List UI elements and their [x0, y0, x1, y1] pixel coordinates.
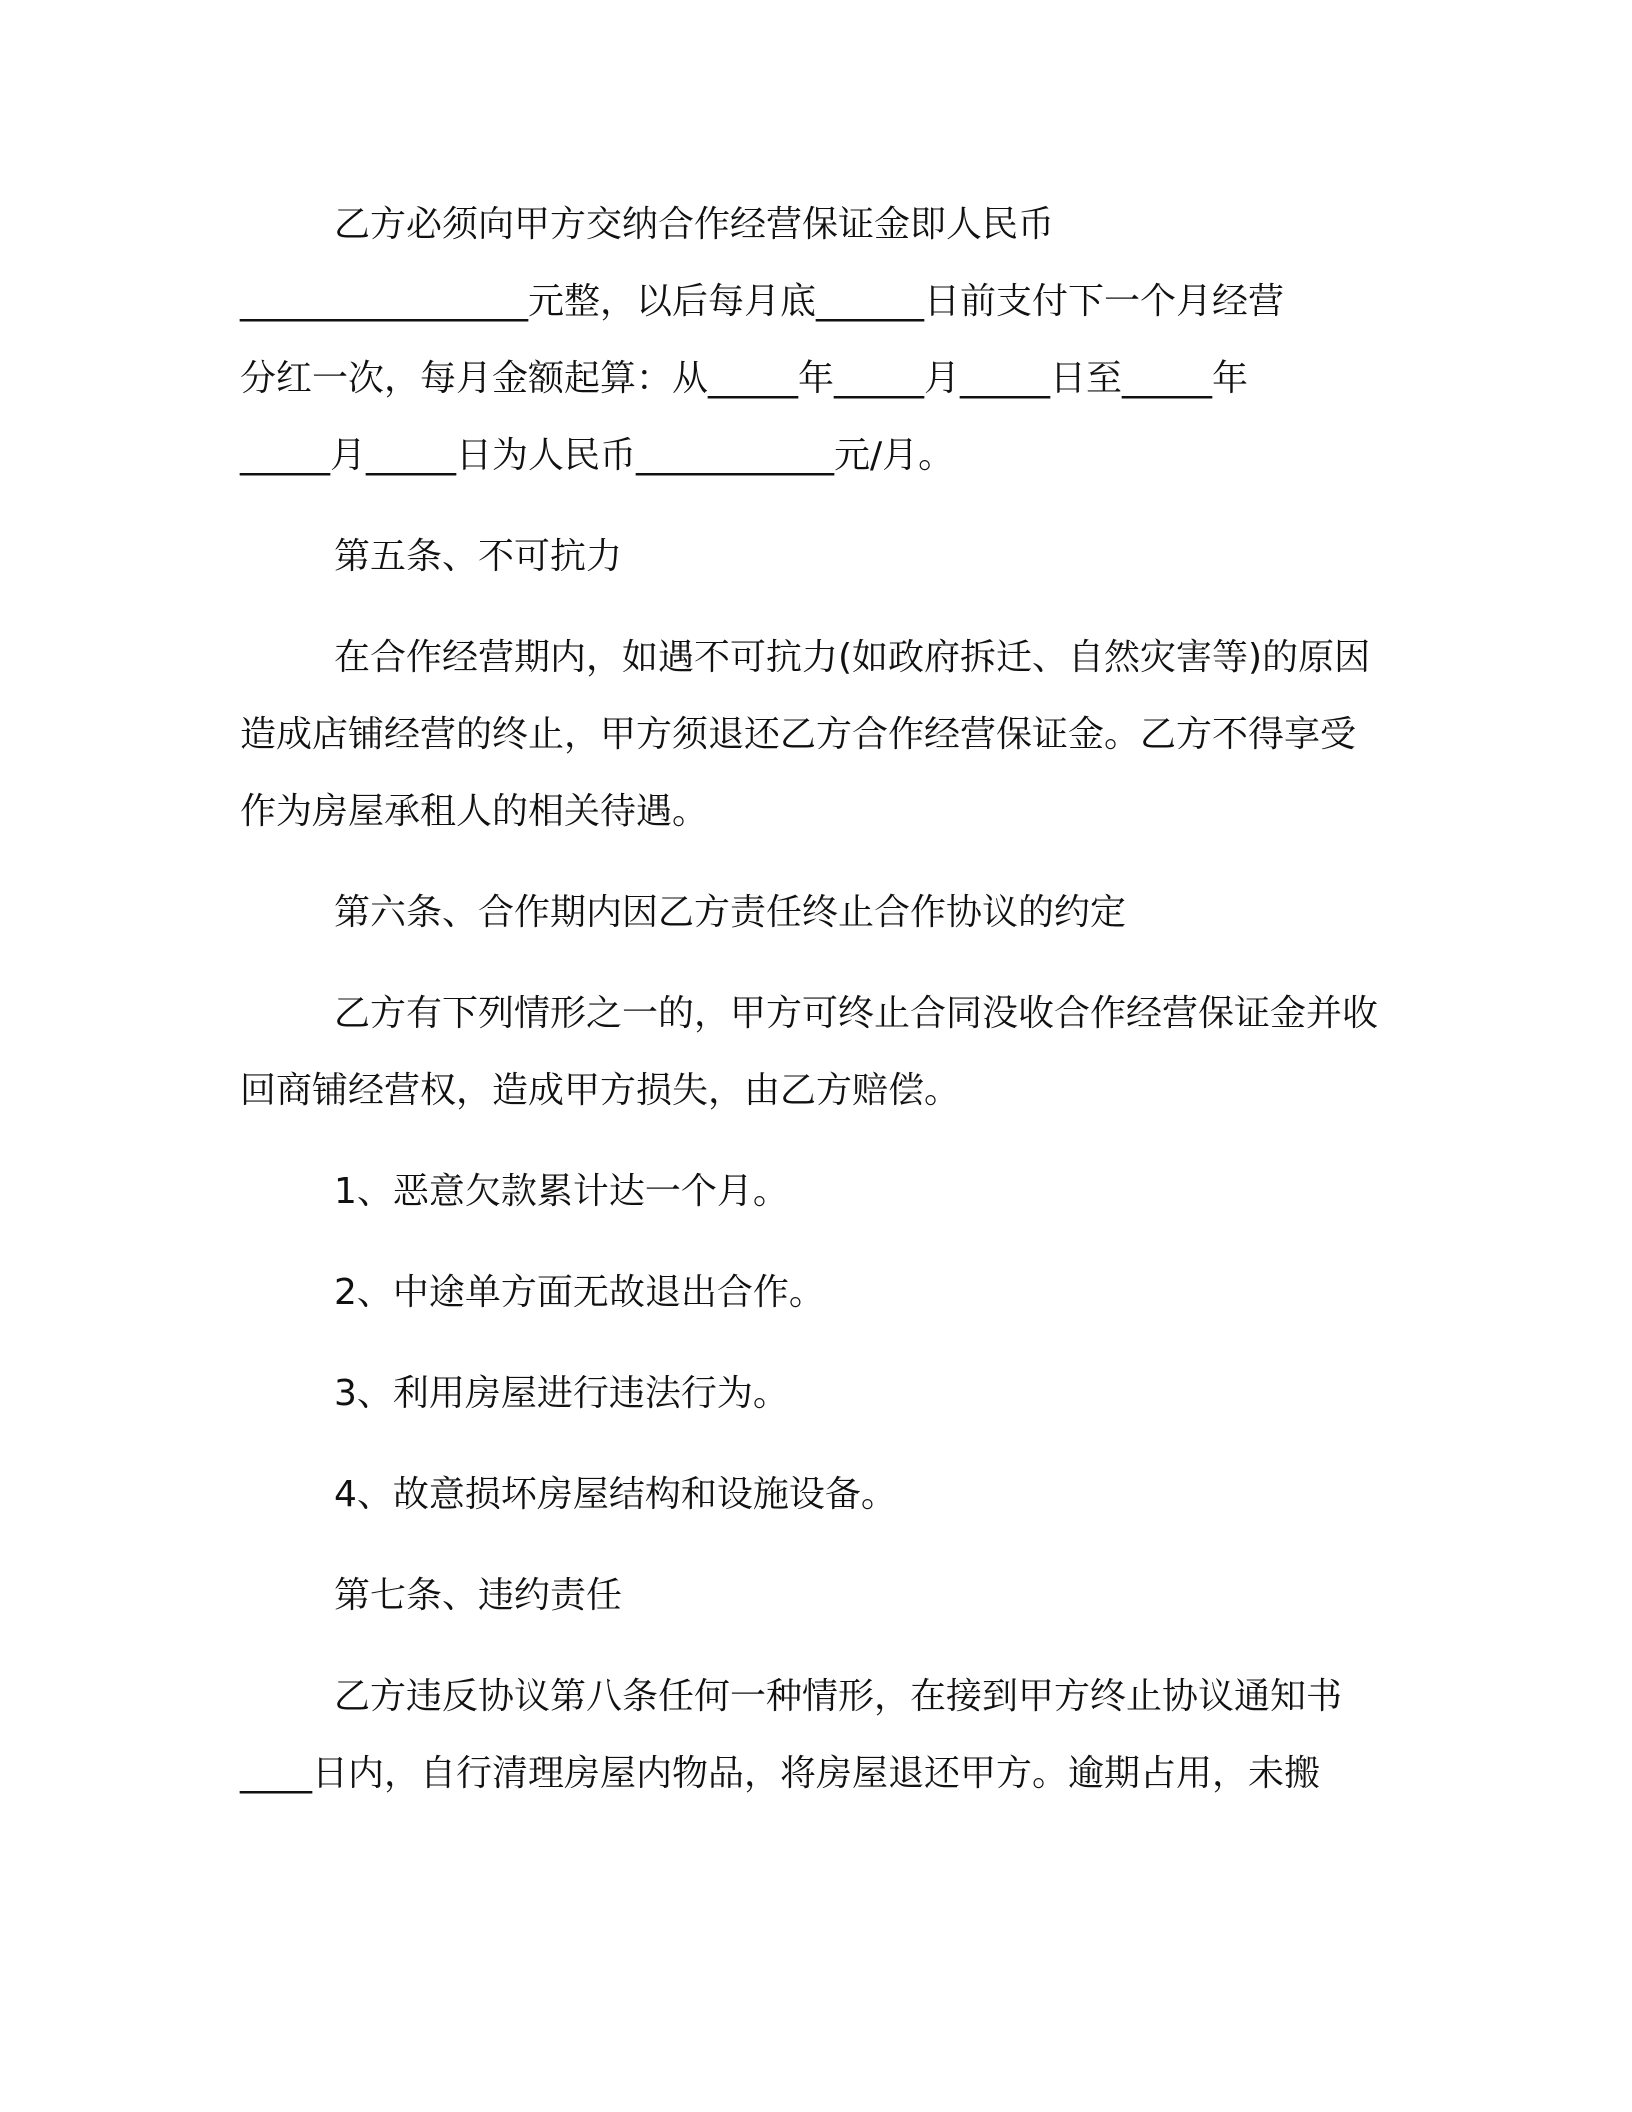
paragraph-breach-liability: [240, 1658, 1382, 1812]
list-item-4: 4、故意损坏房屋结构和设施设备。: [334, 1474, 897, 1515]
list-item-2: 2、中途单方面无故退出合作。: [334, 1272, 825, 1313]
paragraph-deposit-payment: [240, 186, 1382, 494]
paragraph-line: ________________元整，以后每月底______日前支付下一个月经营: [240, 281, 1285, 322]
paragraph-line: 分红一次，每月金额起算：从_____年_____月_____日至_____年: [240, 358, 1249, 399]
paragraph-force-majeure: 在合作经营期内，如遇不可抗力(如政府拆迁、自然灾害等)的原因造成店铺经营的终止，甲方须退还乙方合作经营保证金。乙方不得享受作为房屋承租人的相关待遇。: [240, 637, 1371, 832]
list-item-3: 3、利用房屋进行违法行为。: [334, 1373, 789, 1414]
paragraph-line: 乙方必须向甲方交纳合作经营保证金即人民币: [334, 204, 1055, 245]
heading-article-6: 第六条、合作期内因乙方责任终止合作协议的约定: [334, 892, 1127, 933]
paragraph-line: _____月_____日为人民币___________元/月。: [240, 435, 955, 476]
paragraph-line: ____日内，自行清理房屋内物品，将房屋退还甲方。逾期占用，未搬: [240, 1753, 1321, 1794]
heading-article-7: 第七条、违约责任: [334, 1575, 623, 1616]
paragraph-line: 乙方违反协议第八条任何一种情形，在接到甲方终止协议通知书: [334, 1676, 1343, 1717]
heading-article-5: 第五条、不可抗力: [334, 536, 623, 577]
paragraph-termination-conditions: 乙方有下列情形之一的，甲方可终止合同没收合作经营保证金并收回商铺经营权，造成甲方损失，由乙方赔偿。: [240, 993, 1379, 1111]
document-body: [240, 186, 1382, 1812]
list-item-1: 1、恶意欠款累计达一个月。: [334, 1171, 789, 1212]
